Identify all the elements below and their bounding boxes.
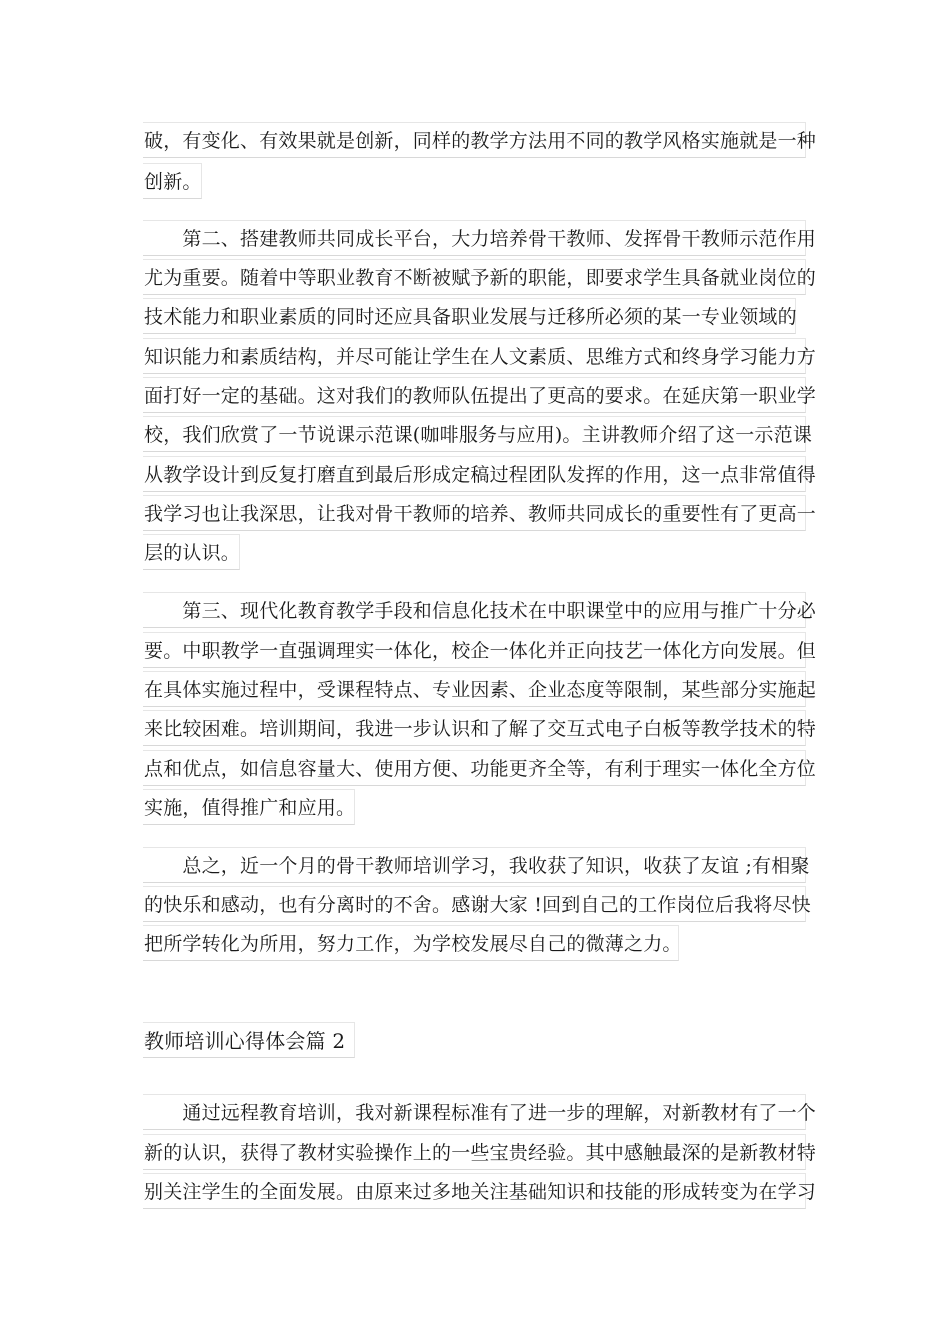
text-line: 在具体实施过程中，受课程特点、专业因素、企业态度等限制，某些部分实施起	[143, 671, 806, 707]
text-line: 实施，值得推广和应用。	[143, 789, 355, 825]
text-line: 校，我们欣赏了一节说课示范课(咖啡服务与应用)。主讲教师介绍了这一示范课	[143, 416, 806, 452]
text-line: 层的认识。	[143, 534, 240, 570]
text-line: 知识能力和素质结构，并尽可能让学生在人文素质、思维方式和终身学习能力方	[143, 338, 806, 374]
text-line: 第二、搭建教师共同成长平台，大力培养骨干教师、发挥骨干教师示范作用	[143, 220, 806, 256]
text-line: 尤为重要。随着中等职业教育不断被赋予新的职能，即要求学生具备就业岗位的	[143, 259, 806, 295]
text-line: 从教学设计到反复打磨直到最后形成定稿过程团队发挥的作用，这一点非常值得	[143, 456, 806, 492]
text-line: 新的认识，获得了教材实验操作上的一些宝贵经验。其中感触最深的是新教材特	[143, 1134, 806, 1170]
text-line: 别关注学生的全面发展。由原来过多地关注基础知识和技能的形成转变为在学习	[143, 1173, 806, 1209]
text-line: 技术能力和职业素质的同时还应具备职业发展与迁移所必须的某一专业领域的	[143, 298, 796, 334]
text-line: 要。中职教学一直强调理实一体化，校企一体化并正向技艺一体化方向发展。但	[143, 632, 806, 668]
text-line: 第三、现代化教育教学手段和信息化技术在中职课堂中的应用与推广十分必	[143, 592, 806, 628]
text-line: 创新。	[143, 163, 202, 199]
text-line: 点和优点，如信息容量大、使用方便、功能更齐全等，有利于理实一体化全方位	[143, 750, 806, 786]
text-line: 的快乐和感动，也有分离时的不舍。感谢大家 !回到自己的工作岗位后我将尽快	[143, 886, 806, 922]
text-line: 总之，近一个月的骨干教师培训学习，我收获了知识，收获了友谊 ;有相聚	[143, 847, 806, 883]
text-line: 破，有变化、有效果就是创新，同样的教学方法用不同的教学风格实施就是一种	[143, 122, 806, 158]
text-line: 通过远程教育培训，我对新课程标准有了进一步的理解，对新教材有了一个	[143, 1094, 806, 1130]
text-line: 我学习也让我深思，让我对骨干教师的培养、教师共同成长的重要性有了更高一	[143, 495, 806, 531]
text-line: 面打好一定的基础。这对我们的教师队伍提出了更高的要求。在延庆第一职业学	[143, 377, 806, 413]
text-line: 把所学转化为所用，努力工作，为学校发展尽自己的微薄之力。	[143, 925, 679, 961]
section-heading: 教师培训心得体会篇 2	[143, 1022, 355, 1058]
text-line: 来比较困难。培训期间，我进一步认识和了解了交互式电子白板等教学技术的特	[143, 710, 806, 746]
